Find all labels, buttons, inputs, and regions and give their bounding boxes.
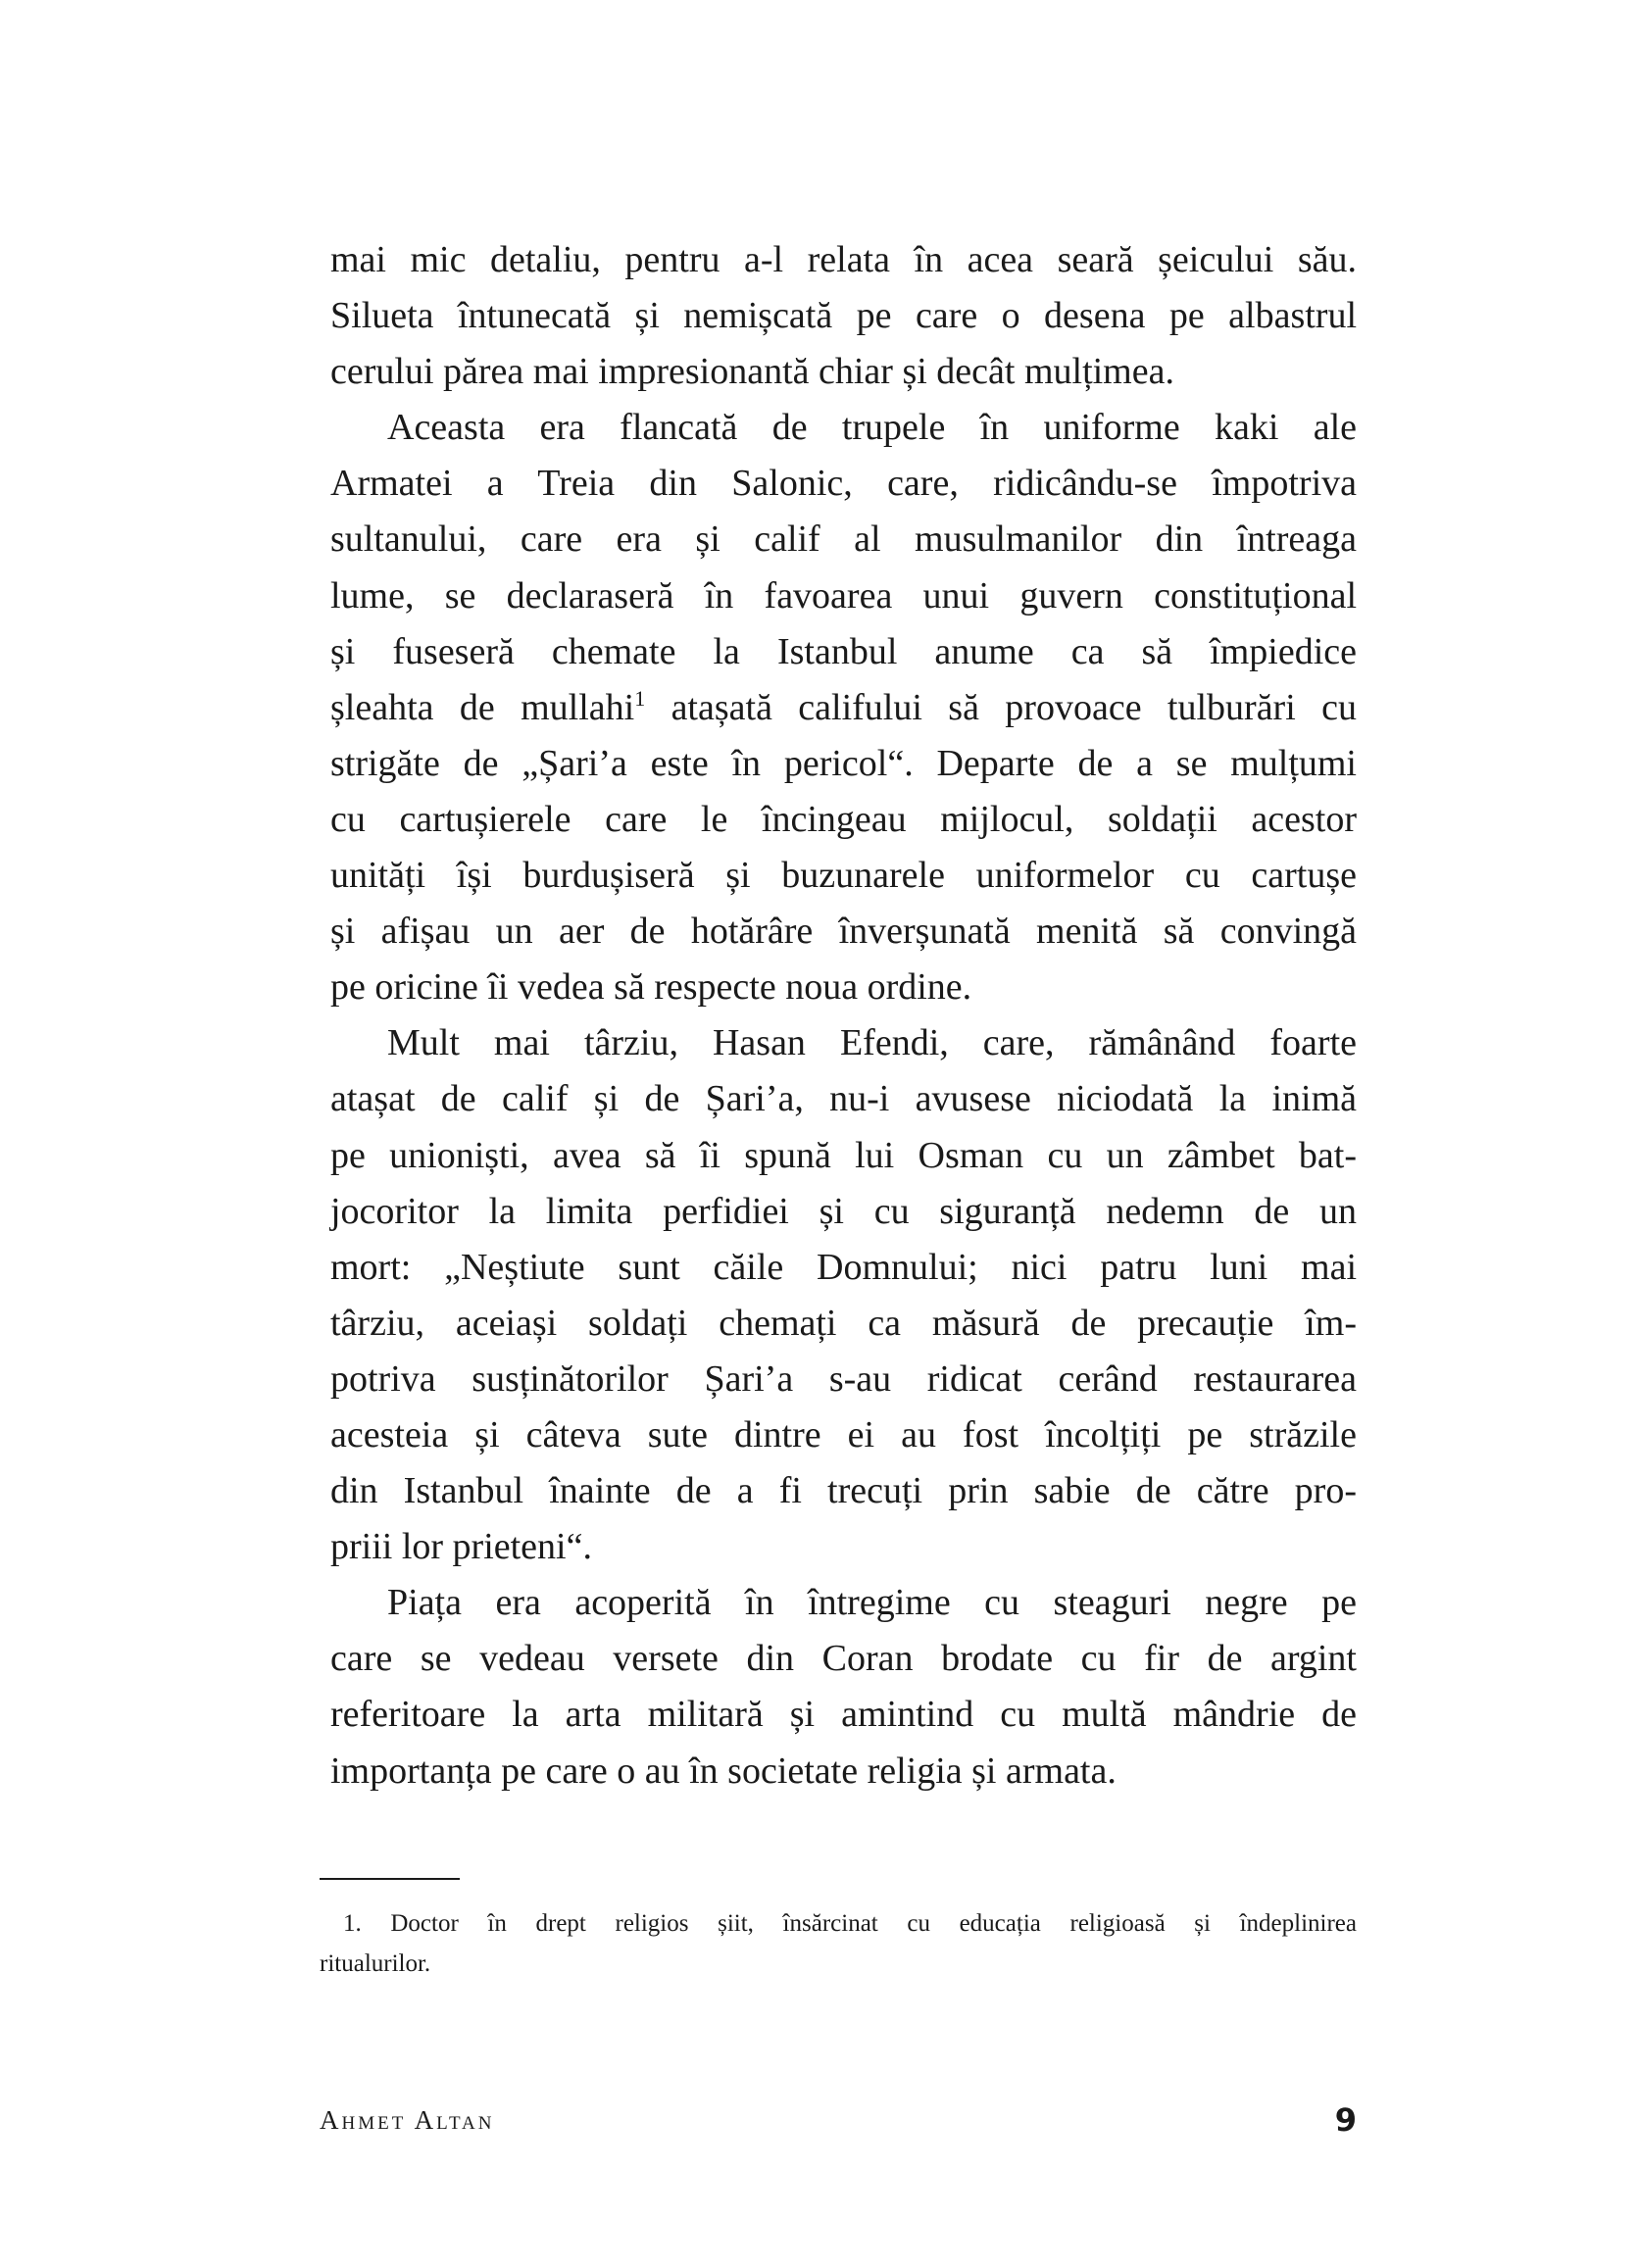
text-line: și fuseseră chemate la Istanbul anume ca să împiedice (330, 630, 1357, 672)
text-span: șleahta de mullahi (330, 686, 635, 728)
text-line: cu cartușierele care le încingeau mijlocul, soldații acestor (330, 798, 1357, 840)
text-line: Mult mai târziu, Hasan Efendi, care, rămânând foarte (387, 1022, 1357, 1064)
text-line: sultanului, care era și calif al musulmanilor din întreaga (330, 518, 1357, 561)
body-text (330, 232, 1357, 1800)
text-line: importanța pe care o au în societate religia și armata. (330, 1750, 1117, 1792)
text-line: priii lor prieteni“. (330, 1526, 592, 1568)
text-line: mort: „Neștiute sunt căile Domnului; nici patru luni mai (330, 1246, 1357, 1288)
text-line: jocoritor la limita perfidiei și cu siguranță nedemn de un (330, 1190, 1357, 1232)
text-span: atașată califului să provoace tulburări cu (645, 686, 1358, 728)
text-line: Armatei a Treia din Salonic, care, ridicându-se împotriva (330, 463, 1357, 505)
text-line: atașat de calif și de Șari’a, nu-i avusese niciodată la inimă (330, 1078, 1357, 1120)
text-line: Piața era acoperită în întregime cu steaguri negre pe (387, 1582, 1357, 1624)
footnote-line: 1. Doctor în drept religios șiit, însărcinat cu educația religioasă și îndeplinirea (343, 1910, 1357, 1937)
text-line: care se vedeau versete din Coran brodate cu fir de argint (330, 1638, 1357, 1680)
text-line: târziu, aceiași soldați chemați ca măsură de precauție îm- (330, 1302, 1357, 1344)
text-line: mai mic detaliu, pentru a-l relata în acea seară șeicului său. (330, 239, 1357, 280)
text-line: din Istanbul înainte de a fi trecuți prin sabie de către pro- (330, 1470, 1357, 1512)
text-line: pe oricine îi vedea să respecte noua ordine. (330, 966, 972, 1009)
footnote (320, 1903, 1357, 1984)
text-line: acesteia și câteva sute dintre ei au fost încolțiți pe străzile (330, 1413, 1357, 1455)
running-footer-author: Ahmet Altan (320, 2105, 495, 2135)
footnote-line: ritualurilor. (320, 1950, 431, 1977)
text-line: lume, se declaraseră în favoarea unui guvern constituțional (330, 574, 1357, 616)
text-line: potriva susținătorilor Șari’a s-au ridicat cerând restaurarea (330, 1357, 1357, 1400)
text-line: unități își burdușiseră și buzunarele uniformelor cu cartușe (330, 855, 1357, 897)
text-line (330, 680, 1357, 736)
text-line: cerului părea mai impresionantă chiar și decât mulțimea. (330, 351, 1174, 393)
footnote-reference[interactable]: 1 (634, 685, 646, 711)
text-line: și afișau un aer de hotărâre înverșunată menită să convingă (330, 911, 1357, 953)
text-line: pe unioniști, avea să îi spună lui Osman cu un zâmbet bat- (330, 1134, 1357, 1176)
page-number: 9 (1334, 2101, 1357, 2139)
text-line: Silueta întunecată și nemișcată pe care o desena pe albastrul (330, 295, 1357, 337)
text-line: strigăte de „Șari’a este în pericol“. Departe de a se mulțumi (330, 742, 1357, 784)
footnote-divider (320, 1878, 460, 1880)
text-line: referitoare la arta militară și amintind cu multă mândrie de (330, 1694, 1357, 1736)
text-line: Aceasta era flancată de trupele în uniforme kaki ale (387, 407, 1357, 449)
